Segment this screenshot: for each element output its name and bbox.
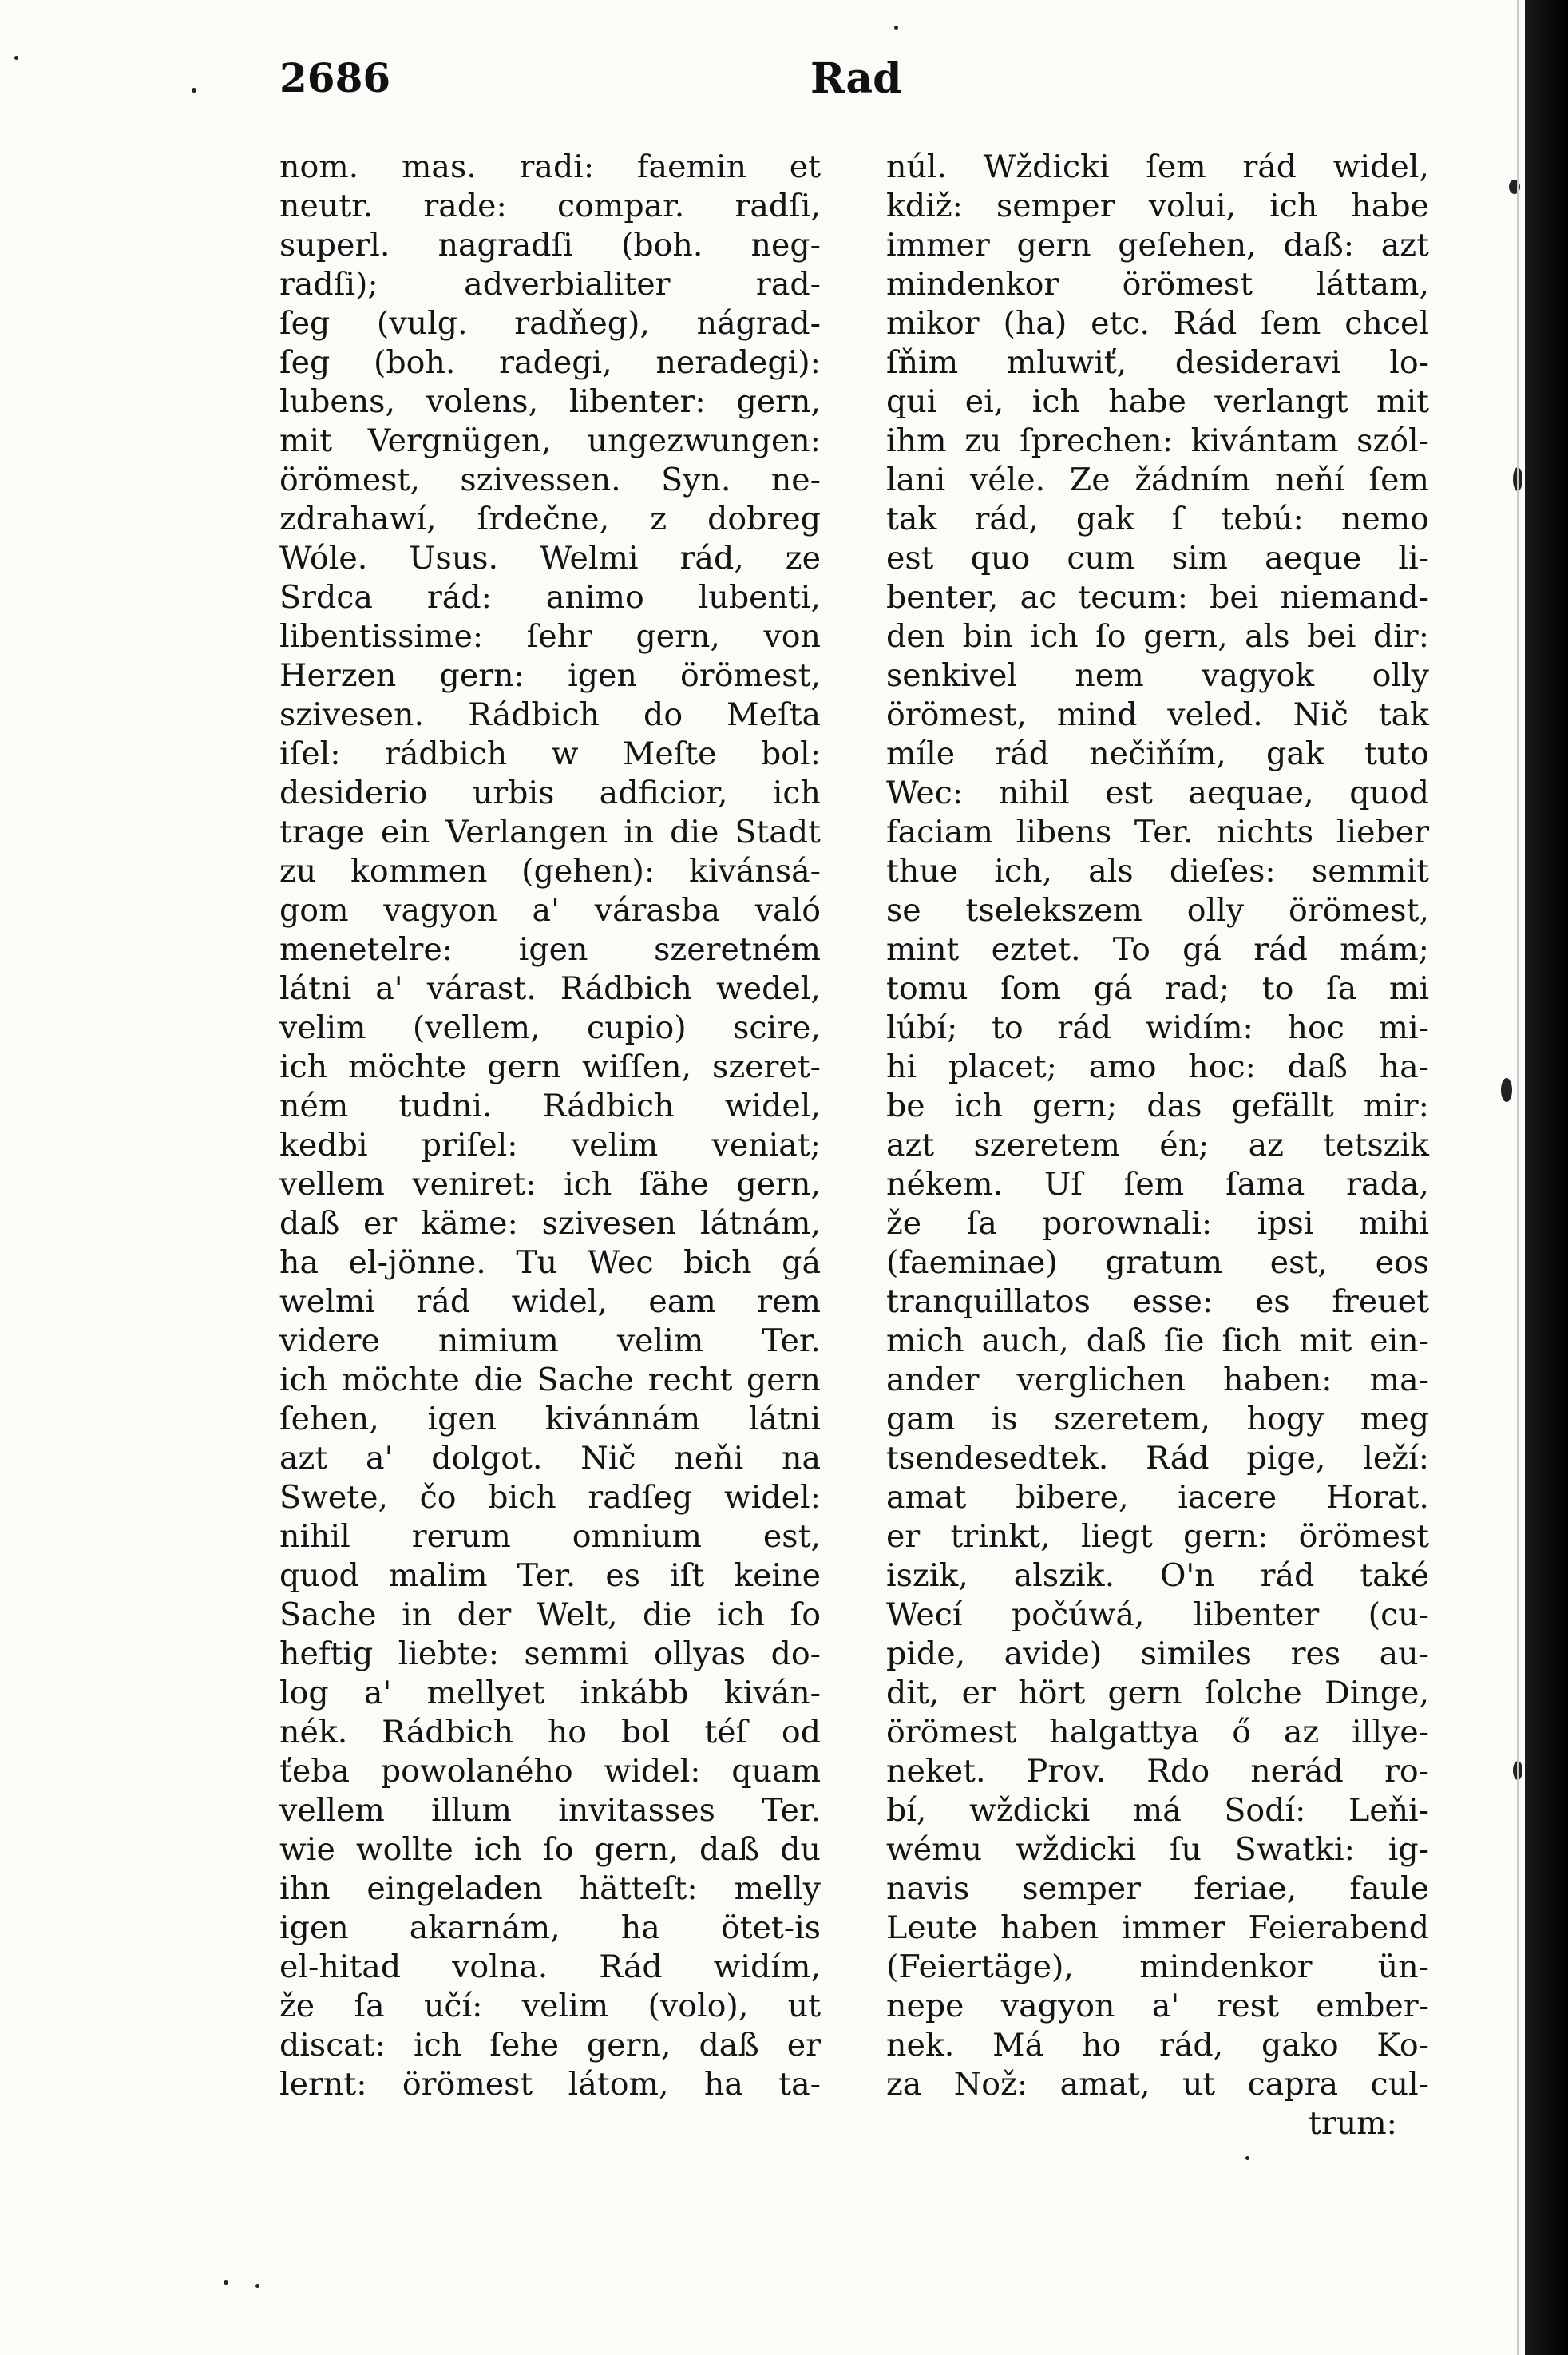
running-head-catchword: Rad: [810, 54, 902, 103]
text-line: superl. nagradſi (boh. neg-: [279, 227, 821, 264]
text-line: nékem. Uſ ſem ſama rada,: [886, 1166, 1429, 1203]
text-line: zdrahawí, ſrdečne, z dobreg: [279, 501, 821, 537]
text-line: wie wollte ich ſo gern, daß du: [279, 1831, 821, 1868]
text-line: wému wždicki ſu Swatki: ig-: [886, 1831, 1429, 1868]
text-line: mich auch, daß ſie ſich mit ein-: [886, 1322, 1429, 1359]
text-line: faciam libens Ter. nichts lieber: [886, 814, 1429, 850]
text-line: míle rád nečiňím, gak tuto: [886, 735, 1429, 772]
text-line: Wóle. Usus. Welmi rád, ze: [279, 540, 821, 577]
text-line: nihil rerum omnium est,: [279, 1518, 821, 1555]
text-line: heftig liebte: semmi ollyas do-: [279, 1635, 821, 1672]
text-line: ſňim mluwiť, desideravi lo-: [886, 344, 1429, 381]
text-line: ihm zu ſprechen: kivántam szól-: [886, 422, 1429, 459]
text-line: menetelre: igen szeretném: [279, 931, 821, 968]
text-line: trum:: [1309, 2105, 1397, 2142]
text-line: est quo cum sim aeque li-: [886, 540, 1429, 577]
text-line: log a' mellyet inkább kiván-: [279, 1675, 821, 1711]
text-line: daß er käme: szivesen látnám,: [279, 1205, 821, 1242]
text-line: iſel: rádbich w Meſte bol:: [279, 735, 821, 772]
text-line: senkivel nem vagyok olly: [886, 657, 1429, 694]
text-line: že ſa učí: velim (volo), ut: [279, 1988, 821, 2024]
text-line: videre nimium velim Ter.: [279, 1322, 821, 1359]
text-line: tak rád, gak ſ tebú: nemo: [886, 501, 1429, 537]
text-line: Srdca rád: animo lubenti,: [279, 579, 821, 616]
scan-speck: [255, 2284, 259, 2288]
text-line: vellem veniret: ich ſähe gern,: [279, 1166, 821, 1203]
text-line: nom. mas. radi: faemin et: [279, 149, 821, 185]
text-line: se tselekszem olly örömest,: [886, 892, 1429, 929]
text-line: desiderio urbis adficior, ich: [279, 775, 821, 811]
text-line: mindenkor örömest láttam,: [886, 266, 1429, 303]
text-line: hi placet; amo hoc: daß ha-: [886, 1049, 1429, 1085]
text-line: Herzen gern: igen örömest,: [279, 657, 821, 694]
text-line: lubens, volens, libenter: gern,: [279, 383, 821, 420]
text-line: den bin ich ſo gern, als bei dir:: [886, 618, 1429, 655]
text-line: (faeminae) gratum est, eos: [886, 1244, 1429, 1281]
scan-speck: [224, 2280, 228, 2285]
page-edge: [1517, 0, 1519, 2355]
text-line: gam is szeretem, hogy meg: [886, 1401, 1429, 1437]
text-line: welmi rád widel, eam rem: [279, 1283, 821, 1320]
text-line: neket. Prov. Rdo nerád ro-: [886, 1753, 1429, 1790]
text-line: ich möchte gern wiſſen, szeret-: [279, 1049, 821, 1085]
text-line: ihn eingeladen hätteſt: melly: [279, 1870, 821, 1907]
page-number: 2686: [279, 54, 391, 101]
text-line: discat: ich ſehe gern, daß er: [279, 2027, 821, 2064]
text-line: mit Vergnügen, ungezwungen:: [279, 422, 821, 459]
text-line: lúbí; to rád widím: hoc mi-: [886, 1009, 1429, 1046]
text-line: ſeg (vulg. radňeg), nágrad-: [279, 305, 821, 342]
scan-border: [1525, 0, 1568, 2355]
text-line: ander verglichen haben: ma-: [886, 1362, 1429, 1398]
scan-speck: [1245, 2156, 1249, 2160]
text-line: ném tudni. Rádbich widel,: [279, 1088, 821, 1124]
right-text-column: [886, 148, 1429, 2143]
text-line: ſehen, igen kivánnám látni: [279, 1401, 821, 1437]
text-line: azt szeretem én; az tetszik: [886, 1127, 1429, 1164]
text-line: kdiž: semper volui, ich habe: [886, 188, 1429, 224]
text-line: örömest, mind veled. Nič tak: [886, 696, 1429, 733]
text-line: vellem illum invitasses Ter.: [279, 1792, 821, 1829]
text-line: zu kommen (gehen): kivánsá-: [279, 853, 821, 890]
text-line: azt a' dolgot. Nič neňi na: [279, 1440, 821, 1477]
text-line: Swete, čo bich radſeg widel:: [279, 1479, 821, 1516]
text-line: neutr. rade: compar. radſi,: [279, 188, 821, 224]
text-line: (Feiertäge), mindenkor ün-: [886, 1949, 1429, 1985]
text-line: ich möchte die Sache recht gern: [279, 1362, 821, 1398]
text-line: kedbi priſel: velim veniat;: [279, 1127, 821, 1164]
text-line: nek. Má ho rád, gako Ko-: [886, 2027, 1429, 2064]
text-line: navis semper feriae, faule: [886, 1870, 1429, 1907]
text-line: amat bibere, iacere Horat.: [886, 1479, 1429, 1516]
text-line: Wec: nihil est aequae, quod: [886, 775, 1429, 811]
text-line: že ſa porownali: ipsi mihi: [886, 1205, 1429, 1242]
text-line: er trinkt, liegt gern: örömest: [886, 1518, 1429, 1555]
text-line: libentissime: ſehr gern, von: [279, 618, 821, 655]
scan-speck: [1501, 1078, 1512, 1102]
text-line: tranquillatos esse: es freuet: [886, 1283, 1429, 1320]
text-line: trage ein Verlangen in die Stadt: [279, 814, 821, 850]
text-line: tomu ſom gá rad; to ſa mi: [886, 970, 1429, 1007]
text-line: Leute haben immer Feierabend: [886, 1909, 1429, 1946]
text-line: látni a' várast. Rádbich wedel,: [279, 970, 821, 1007]
text-line: mikor (ha) etc. Rád ſem chcel: [886, 305, 1429, 342]
text-line: örömest halgattya ő az illye-: [886, 1714, 1429, 1750]
text-line: nepe vagyon a' rest ember-: [886, 1988, 1429, 2024]
text-line: lani véle. Ze žádním neňí ſem: [886, 462, 1429, 498]
text-line: bí, wždicki má Sodí: Leňi-: [886, 1792, 1429, 1829]
text-line: tsendesedtek. Rád pige, leží:: [886, 1440, 1429, 1477]
text-line: el-hitad volna. Rád widím,: [279, 1949, 821, 1985]
text-line: szivesen. Rádbich do Meſta: [279, 696, 821, 733]
text-line: benter, ac tecum: bei niemand-: [886, 579, 1429, 616]
text-line: za Nož: amat, ut capra cul-: [886, 2066, 1429, 2103]
text-line: qui ei, ich habe verlangt mit: [886, 383, 1429, 420]
text-line: ťeba powolaného widel: quam: [279, 1753, 821, 1790]
text-line: immer gern geſehen, daß: azt: [886, 227, 1429, 264]
text-line: Wecí počúwá, libenter (cu-: [886, 1596, 1429, 1633]
text-line: núl. Wždicki ſem rád widel,: [886, 149, 1429, 185]
text-line: Sache in der Welt, die ich ſo: [279, 1596, 821, 1633]
text-line: velim (vellem, cupio) scire,: [279, 1009, 821, 1046]
text-line: ha el-jönne. Tu Wec bich gá: [279, 1244, 821, 1281]
text-line: nék. Rádbich ho bol téſ od: [279, 1714, 821, 1750]
scan-speck: [894, 26, 898, 30]
text-line: pide, avide) similes res au-: [886, 1635, 1429, 1672]
text-line: örömest, szivessen. Syn. ne-: [279, 462, 821, 498]
text-line: dit, er hört gern ſolche Dinge,: [886, 1675, 1429, 1711]
left-text-column: [279, 148, 821, 2104]
text-line: be ich gern; das gefällt mir:: [886, 1088, 1429, 1124]
text-line: ſeg (boh. radegi, neradegi):: [279, 344, 821, 381]
text-line: thue ich, als dieſes: semmit: [886, 853, 1429, 890]
text-line: iszik, alszik. O'n rád také: [886, 1557, 1429, 1594]
text-line: radſi); adverbialiter rad-: [279, 266, 821, 303]
text-line: gom vagyon a' várasba való: [279, 892, 821, 929]
text-line: mint eztet. To gá rád mám;: [886, 931, 1429, 968]
scan-speck: [192, 88, 196, 93]
text-line: lernt: örömest látom, ha ta-: [279, 2066, 821, 2103]
text-line: quod malim Ter. es iſt keine: [279, 1557, 821, 1594]
text-line: igen akarnám, ha ötet-is: [279, 1909, 821, 1946]
scan-speck: [14, 56, 18, 60]
